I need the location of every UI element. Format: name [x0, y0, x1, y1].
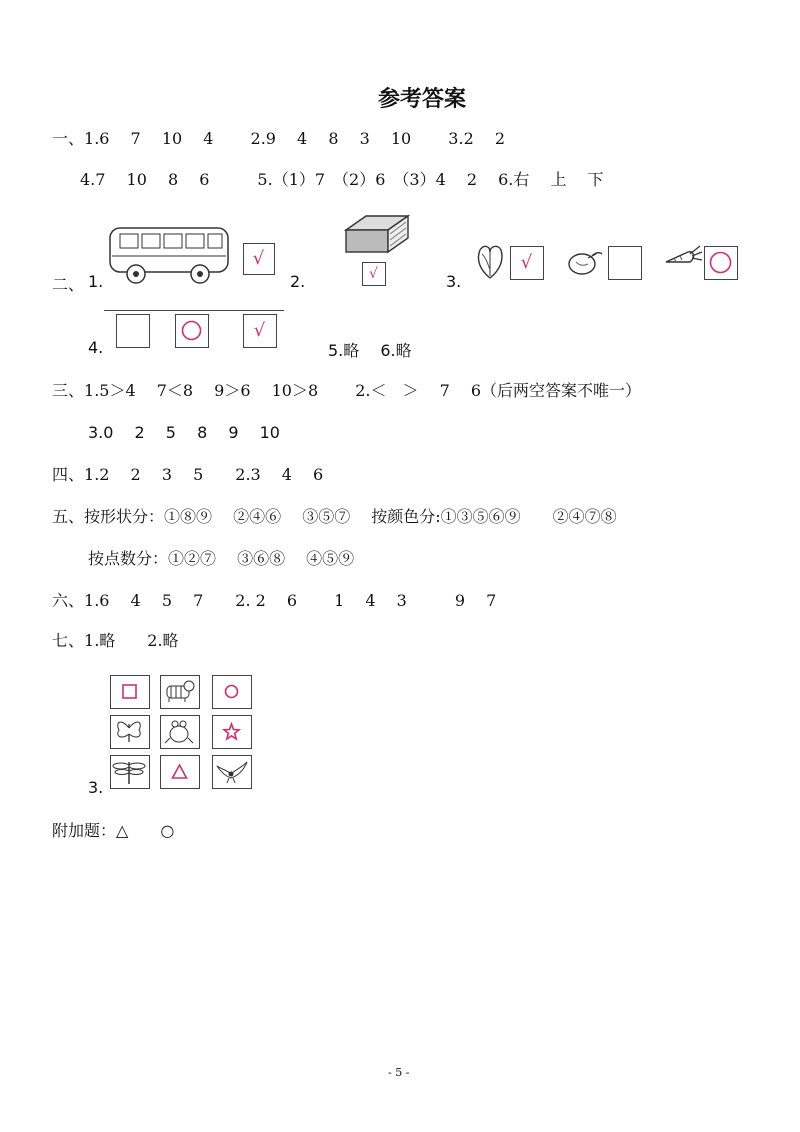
- grid-cell-4: [110, 715, 150, 749]
- section-7-answers: 1.略 2.略: [84, 631, 179, 650]
- section-2-label: 二、: [52, 275, 85, 294]
- page-title: 参考答案: [378, 86, 467, 112]
- section-5-line-1: [52, 504, 617, 527]
- carrot-picture: [662, 244, 704, 274]
- section-1-line-2: 4.7 10 8 6 5.（1）7 （2）6 （3）4 2 6.右 上 下: [80, 170, 604, 189]
- section-2-q4: 4.: [88, 338, 104, 357]
- q4-box-2: [175, 314, 209, 348]
- section-3-line-2: 3.0 2 5 8 9 10: [88, 423, 280, 442]
- circle-mark: [176, 315, 207, 346]
- q4-box-3: [243, 314, 277, 348]
- grid-cell-9: [212, 755, 252, 789]
- section-3-answers-1: 1.5＞4 7＜8 9＞6 10＞8 2.＜ ＞ 7 6（后两空答案不唯一）: [84, 381, 642, 400]
- q4-box-1: [116, 314, 150, 348]
- bonus-label: 附加题：: [52, 821, 117, 840]
- section-1-answers-1: 1.6 7 10 4 2.9 4 8 3 10 3.2 2: [84, 129, 506, 148]
- section-4-answers: 1.2 2 3 5 2.3 4 6: [84, 465, 324, 484]
- section-5-answers-1: 按形状分：①⑧⑨ ②④⑥ ③⑤⑦ 按颜色分:①③⑤⑥⑨ ②④⑦⑧: [84, 507, 617, 526]
- bonus-answer: △ ○: [116, 821, 175, 840]
- vegetable-answer-box: [510, 246, 544, 280]
- grid-cell-6: [212, 715, 252, 749]
- triangle-mark: [161, 756, 198, 787]
- section-1-label: 一、: [52, 129, 85, 148]
- grid-cell-7: [110, 755, 150, 789]
- butterfly-icon: [111, 716, 148, 747]
- frog-icon: [161, 716, 198, 747]
- ground-line: [104, 310, 284, 311]
- carrot-answer-box: [704, 246, 738, 280]
- circle-mark: [213, 676, 250, 707]
- section-7-line-1: [52, 628, 179, 651]
- section-7-q3: 3.: [88, 778, 104, 797]
- check-mark: √: [253, 320, 266, 341]
- vegetable-picture: [472, 240, 508, 280]
- bus-answer-box: [243, 243, 275, 275]
- section-7-label: 七、: [52, 631, 85, 650]
- check-mark: √: [520, 252, 533, 273]
- section-5-line-2: 按点数分：①②⑦ ③⑥⑧ ④⑤⑨: [88, 549, 355, 568]
- section-2-q2: 2.: [290, 272, 306, 291]
- circle-mark: [705, 247, 736, 278]
- book-picture: [340, 212, 412, 258]
- star-mark: [213, 716, 250, 747]
- grid-cell-5: [160, 715, 200, 749]
- eggplant-answer-box: [608, 246, 642, 280]
- page-number: - 5 -: [388, 1066, 410, 1079]
- grid-cell-3: [212, 675, 252, 709]
- grid-cell-8: [160, 755, 200, 789]
- grid-cell-2: [160, 675, 200, 709]
- section-2-q3: 3.: [446, 272, 462, 291]
- eggplant-picture: [566, 246, 606, 278]
- section-6-label: 六、: [52, 591, 85, 610]
- section-3-label: 三、: [52, 381, 85, 400]
- check-mark: √: [369, 265, 378, 282]
- bonus-line: [52, 818, 174, 841]
- section-6-answers: 1.6 4 5 7 2. 2 6 1 4 3 9 7: [84, 591, 497, 610]
- section-2-q1: 1.: [88, 272, 104, 291]
- check-mark: √: [252, 248, 265, 269]
- section-3-line-1: [52, 378, 641, 401]
- bird-icon: [213, 756, 250, 787]
- section-5-label: 五、: [52, 507, 85, 526]
- square-mark: [111, 676, 148, 707]
- grid-cell-1: [110, 675, 150, 709]
- section-4-label: 四、: [52, 465, 85, 484]
- bus-picture: [104, 222, 236, 290]
- tiger-icon: [161, 676, 198, 707]
- section-4-line-1: [52, 462, 323, 485]
- dragonfly-icon: [111, 756, 148, 787]
- book-answer-box: [362, 262, 386, 286]
- section-1-line-1: [52, 126, 505, 149]
- section-6-line-1: [52, 588, 496, 611]
- section-2-q5-q6: 5.略 6.略: [328, 341, 412, 360]
